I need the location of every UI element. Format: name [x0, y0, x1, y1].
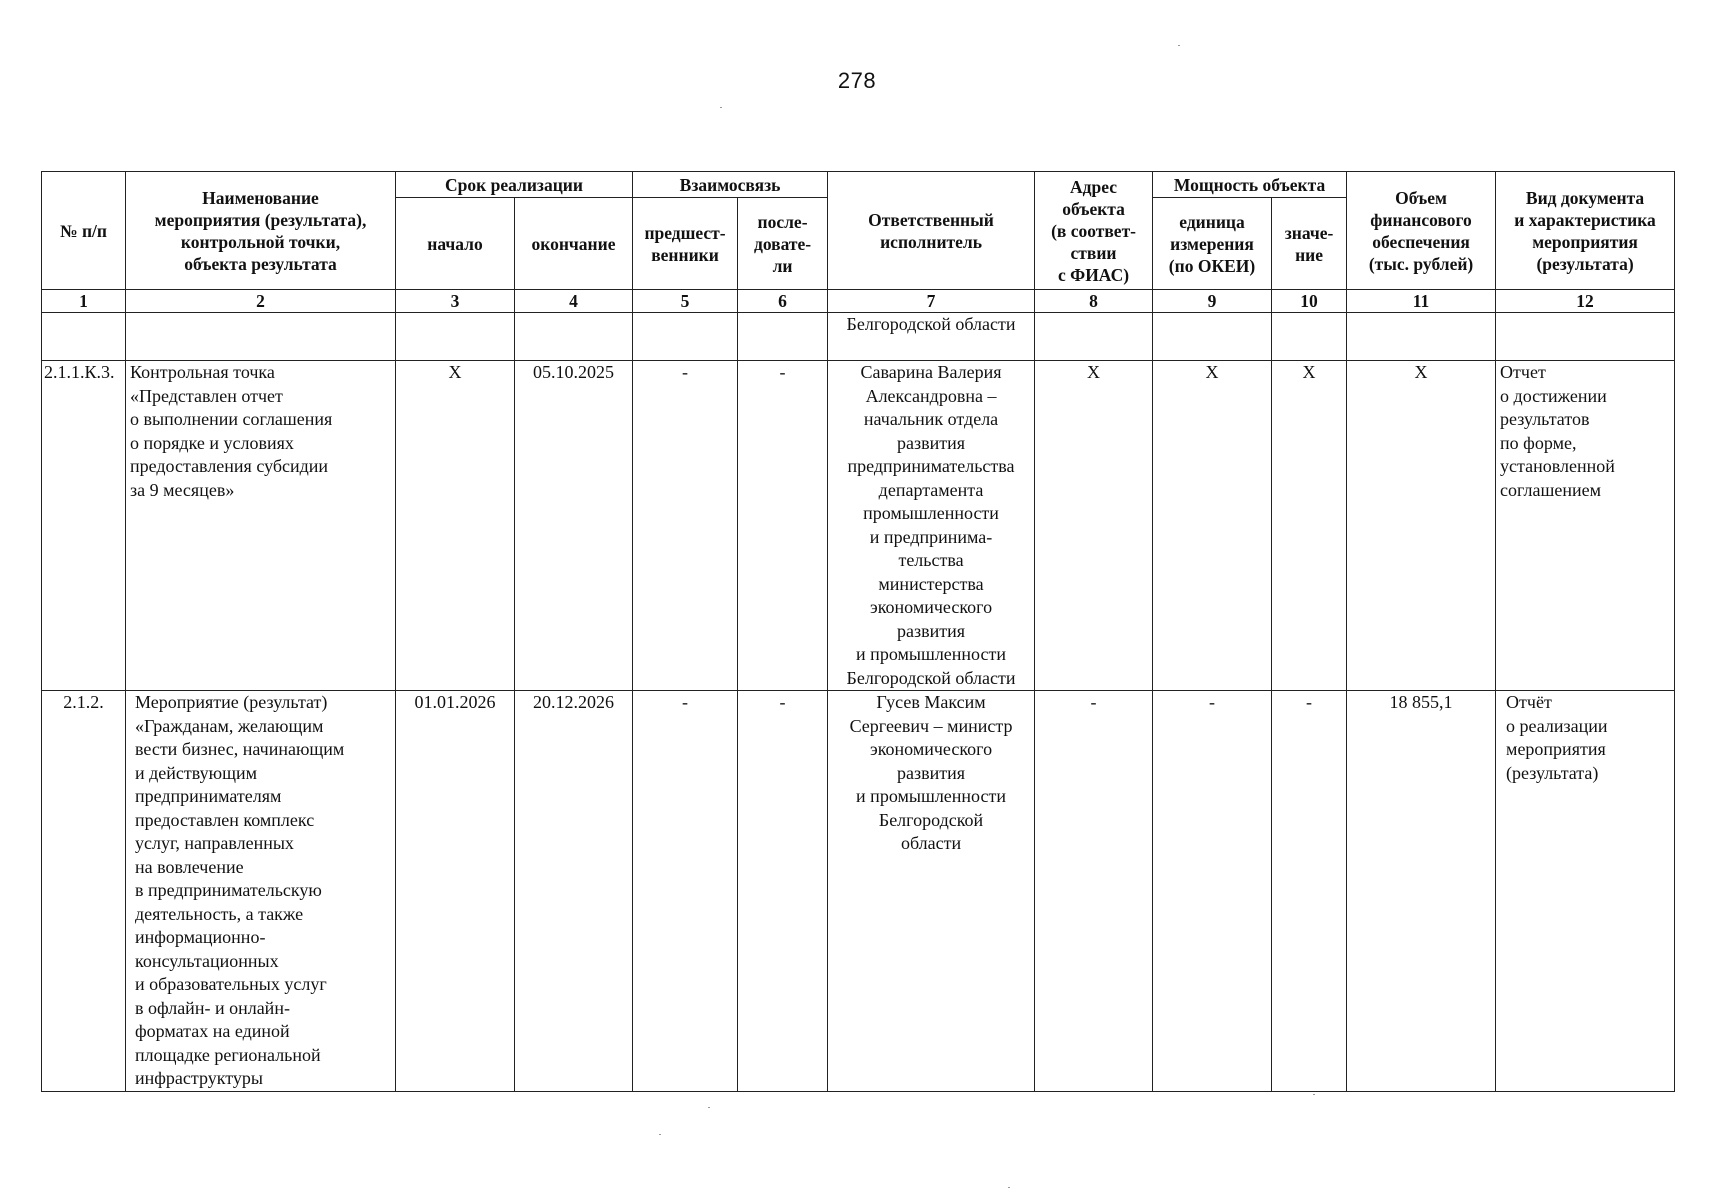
- cell-responsible: Саварина Валерия Александровна – начальник отдела развития предпринимательства департамента промышленности и предпринима- тельства министерства экономического развития и промышленности Белгородской области: [828, 361, 1035, 691]
- header-period-end: окончание: [515, 198, 633, 290]
- cell-next: -: [738, 361, 828, 691]
- cell-num: 2.1.1.К.3.: [42, 361, 126, 691]
- column-number: 2: [126, 290, 396, 313]
- header-capacity-group: Мощность объекта: [1153, 172, 1347, 198]
- column-number: 8: [1035, 290, 1153, 313]
- cell-address: Х: [1035, 361, 1153, 691]
- header-address: Адрес объекта (в соответ- ствии с ФИАС): [1035, 172, 1153, 290]
- cell-finance: Х: [1347, 361, 1496, 691]
- cell-unit: [1153, 313, 1272, 361]
- header-name: Наименование мероприятия (результата), контрольной точки, объекта результата: [126, 172, 396, 290]
- cell-next: -: [738, 691, 828, 1092]
- header-link-next: после- довате- ли: [738, 198, 828, 290]
- cell-end: 20.12.2026: [515, 691, 633, 1092]
- column-number: 6: [738, 290, 828, 313]
- header-responsible: Ответственный исполнитель: [828, 172, 1035, 290]
- cell-end: 05.10.2025: [515, 361, 633, 691]
- column-number: 7: [828, 290, 1035, 313]
- cell-name: Контрольная точка «Представлен отчет о выполнении соглашения о порядке и условиях предоставления субсидии за 9 месяцев»: [126, 361, 396, 691]
- cell-prev: -: [633, 361, 738, 691]
- header-capacity-unit: единица измерения (по ОКЕИ): [1153, 198, 1272, 290]
- cell-responsible: Белгородской области: [828, 313, 1035, 361]
- cell-name: [126, 313, 396, 361]
- cell-value: Х: [1272, 361, 1347, 691]
- cell-unit: -: [1153, 691, 1272, 1092]
- scan-speck: [659, 1134, 661, 1135]
- header-link-prev: предшест- венники: [633, 198, 738, 290]
- header-finance: Объем финансового обеспечения (тыс. рублей): [1347, 172, 1496, 290]
- scan-speck: [1008, 1187, 1010, 1188]
- scan-speck: [720, 107, 722, 108]
- cell-start: Х: [396, 361, 515, 691]
- scan-speck: [1178, 45, 1180, 46]
- cell-finance: [1347, 313, 1496, 361]
- column-number: 1: [42, 290, 126, 313]
- cell-responsible: Гусев Максим Сергеевич – министр экономического развития и промышленности Белгородской области: [828, 691, 1035, 1092]
- header-num: № п/п: [42, 172, 126, 290]
- scan-speck: [1313, 1094, 1315, 1095]
- column-number: 3: [396, 290, 515, 313]
- cell-document: Отчёт о реализации мероприятия (результата): [1496, 691, 1675, 1092]
- header-capacity-value: значе- ние: [1272, 198, 1347, 290]
- cell-start: [396, 313, 515, 361]
- cell-document: Отчет о достижении результатов по форме, установленной соглашением: [1496, 361, 1675, 691]
- table-row: [42, 313, 1675, 361]
- column-number: 9: [1153, 290, 1272, 313]
- cell-value: [1272, 313, 1347, 361]
- cell-end: [515, 313, 633, 361]
- page-number: 278: [837, 68, 877, 93]
- table-row: [42, 691, 1675, 1092]
- cell-num: 2.1.2.: [42, 691, 126, 1092]
- table-row: [42, 361, 1675, 691]
- cell-name: Мероприятие (результат) «Гражданам, желающим вести бизнес, начинающим и действующим предпринимателям предоставлен комплекс услуг, направленных на вовлечение в предпринимательскую деятельность, а также информационно- консультационных и образовательных услуг в офлайн- и онлайн- форматах на единой площадке региональной инфраструктуры: [126, 691, 396, 1092]
- column-number: 10: [1272, 290, 1347, 313]
- column-number: 5: [633, 290, 738, 313]
- column-number: 12: [1496, 290, 1675, 313]
- header-period-group: Срок реализации: [396, 172, 633, 198]
- cell-finance: 18 855,1: [1347, 691, 1496, 1092]
- cell-start: 01.01.2026: [396, 691, 515, 1092]
- cell-unit: Х: [1153, 361, 1272, 691]
- cell-prev: [633, 313, 738, 361]
- header-link-group: Взаимосвязь: [633, 172, 828, 198]
- cell-value: -: [1272, 691, 1347, 1092]
- activities-table: [41, 171, 1675, 1092]
- cell-address: -: [1035, 691, 1153, 1092]
- header-document: Вид документа и характеристика мероприятия (результата): [1496, 172, 1675, 290]
- header-period-start: начало: [396, 198, 515, 290]
- cell-address: [1035, 313, 1153, 361]
- cell-prev: -: [633, 691, 738, 1092]
- column-number: 11: [1347, 290, 1496, 313]
- cell-next: [738, 313, 828, 361]
- column-number: 4: [515, 290, 633, 313]
- cell-num: [42, 313, 126, 361]
- cell-document: [1496, 313, 1675, 361]
- scan-speck: [708, 1107, 710, 1108]
